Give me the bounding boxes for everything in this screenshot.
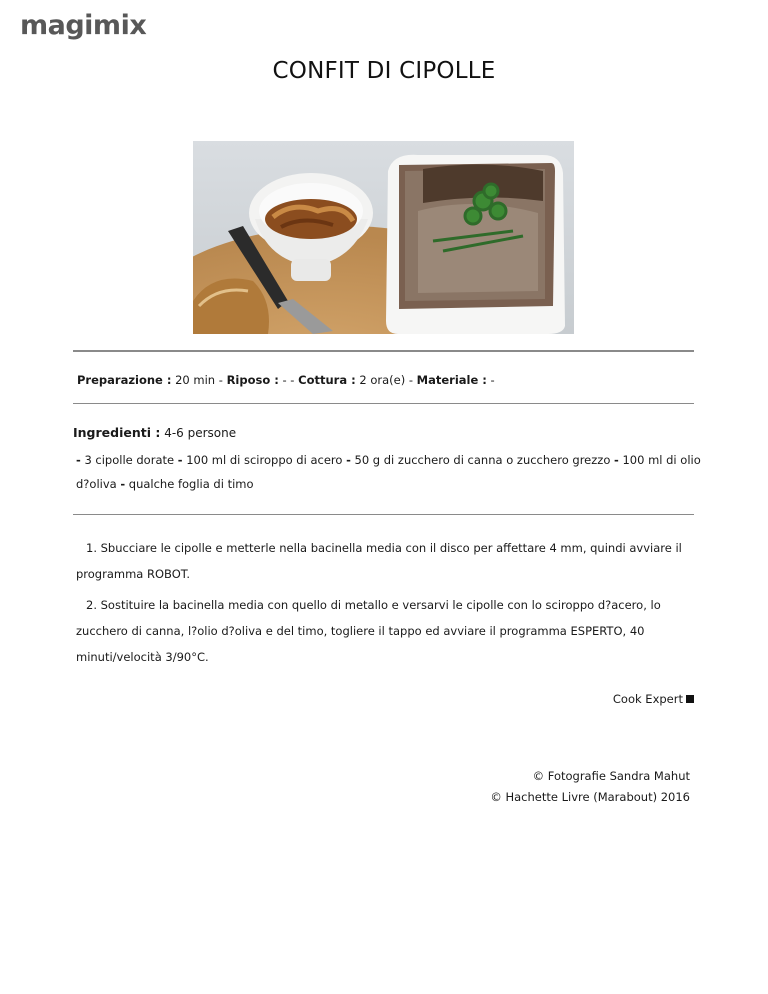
material-label: Materiale : <box>416 373 487 387</box>
credits <box>490 766 690 808</box>
servings-value: 4-6 persone <box>164 426 237 440</box>
rest-value: - <box>282 373 287 387</box>
brand-logo: magimix <box>20 10 147 41</box>
square-icon <box>686 695 694 703</box>
program-name <box>613 692 694 706</box>
ingredients-list: - 3 cipolle dorate - 100 ml di sciroppo di acero - 50 g di zucchero di canna o zucchero grezzo - 100 ml di olio d?oliva - qualche foglia di timo <box>76 453 701 491</box>
recipe-title: CONFIT DI CIPOLLE <box>272 58 496 84</box>
ingredient-item: 100 ml di sciroppo di acero <box>186 453 343 467</box>
recipe-photo <box>193 141 574 334</box>
ingredients-label: Ingredienti : <box>73 425 161 440</box>
material-value: - <box>490 373 495 387</box>
divider-meta <box>73 403 694 404</box>
cook-label: Cottura : <box>298 373 356 387</box>
publisher-credit: © Hachette Livre (Marabout) 2016 <box>490 790 690 804</box>
divider-top <box>73 350 694 352</box>
ingredient-item: 100 ml di olio d?oliva <box>76 453 701 491</box>
step-2: 2. Sostituire la bacinella media con quello di metallo e versarvi le cipolle con lo sciroppo d?acero, lo zucchero di canna, l?olio d?oliva e del timo, togliere il tappo ed avviare il programma ESPERTO, 40 minuti/velocità 3/90°C. <box>76 598 661 664</box>
ingredient-item: 3 cipolle dorate <box>84 453 175 467</box>
rest-label: Riposo : <box>226 373 279 387</box>
ingredients-heading <box>73 425 236 440</box>
prep-label: Preparazione : <box>77 373 172 387</box>
program-name-text: Cook Expert <box>612 692 683 706</box>
photo-credit: © Fotografie Sandra Mahut <box>532 769 690 783</box>
step-1: 1. Sbucciare le cipolle e metterle nella bacinella media con il disco per affettare 4 mm, quindi avviare il programma ROBOT. <box>76 541 682 581</box>
recipe-meta: Preparazione : 20 min - Riposo : - - Cottura : 2 ora(e) - Materiale : - <box>77 373 495 387</box>
ingredient-item: qualche foglia di timo <box>128 477 254 491</box>
cook-value: 2 ora(e) <box>359 373 406 387</box>
divider-ingredients <box>73 514 694 515</box>
prep-value: 20 min <box>175 373 216 387</box>
ingredient-item: 50 g di zucchero di canna o zucchero grezzo <box>354 453 611 467</box>
